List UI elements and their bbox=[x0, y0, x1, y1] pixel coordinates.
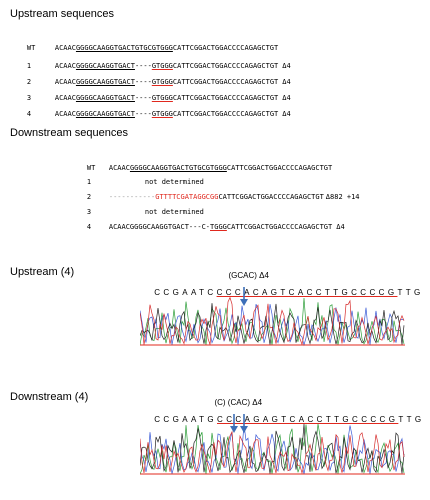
seq-deletion: ----------- bbox=[108, 193, 156, 201]
row-id: 3 bbox=[86, 208, 92, 216]
delta-label: Δ4 bbox=[259, 271, 269, 280]
seq-deletion: ---- bbox=[134, 94, 152, 102]
seq-pre: ACAAC bbox=[108, 164, 130, 172]
seq-post: CATTCGGACTGGACCCCAGAGCTGT bbox=[218, 193, 324, 201]
deletion-note: Δ4 bbox=[282, 94, 291, 102]
seq-pre: ACAAC bbox=[54, 62, 76, 70]
seq-target: GGGGCAAGGTGACTGTGCGTGGG bbox=[129, 164, 227, 172]
seq-pam: GTGGG bbox=[151, 62, 173, 70]
deletion-note: Δ4 bbox=[282, 78, 291, 86]
not-determined-text: not determined bbox=[144, 178, 204, 186]
row-id: WT bbox=[26, 44, 36, 52]
deleted-bases-b: (CAC) bbox=[227, 398, 251, 407]
delta-label: Δ4 bbox=[252, 398, 263, 407]
seq-target: GGGGCAAGGTGACT bbox=[75, 62, 135, 70]
bases-pre: CCGAATG bbox=[154, 415, 218, 424]
row-id: 2 bbox=[26, 78, 32, 86]
bases-target: CCCACAGTCACCTTGCCCCG bbox=[216, 288, 398, 297]
seq-post: CATTCGGACTGGACCCCAGAGCTGT bbox=[172, 110, 279, 118]
deletion-arrow-head bbox=[240, 426, 248, 433]
seq-insertion: GTTTTCGATAGGCGG bbox=[155, 193, 219, 201]
upstream-title: Upstream sequences bbox=[10, 8, 114, 20]
upstream-deletion-annotation bbox=[224, 262, 269, 280]
upstream-trace-label: Upstream (4) bbox=[10, 266, 75, 278]
bases-pre: CCGAATC bbox=[154, 288, 217, 297]
trace-line bbox=[140, 303, 404, 344]
downstream-deletion-annotation bbox=[210, 389, 262, 407]
deletion-note: Δ4 bbox=[282, 110, 291, 118]
downstream-trace-label: Downstream (4) bbox=[10, 391, 89, 403]
deletion-arrow-head bbox=[230, 426, 238, 433]
seq-post: CATTCGGACTGGACCCCAGAGCTGT bbox=[172, 44, 279, 52]
row-id: WT bbox=[86, 164, 96, 172]
seq-target: GGGGCAAGGTGACT bbox=[75, 94, 135, 102]
upstream-row-4 bbox=[10, 102, 291, 126]
seq-pam: TGGG bbox=[210, 223, 227, 231]
trace-line bbox=[140, 424, 404, 474]
seq-pam: GTGGG bbox=[151, 94, 173, 102]
seq-deletion: ---- bbox=[134, 62, 152, 70]
deletion-note: Δ4 bbox=[336, 223, 345, 231]
seq-deletion: ---- bbox=[134, 78, 152, 86]
row-id: 2 bbox=[86, 193, 92, 201]
row-id: 3 bbox=[26, 94, 32, 102]
downstream-row-4 bbox=[70, 215, 345, 239]
seq-pre: ACAAC bbox=[54, 78, 76, 86]
upstream-chromatogram bbox=[140, 287, 405, 349]
seq-pre: ACAAC bbox=[54, 44, 76, 52]
trace-line bbox=[140, 425, 404, 474]
deletion-note: Δ4 bbox=[282, 62, 291, 70]
not-determined-text: not determined bbox=[144, 208, 204, 216]
seq-post: CATTCGGACTGGACCCCAGAGCTGT bbox=[172, 62, 279, 70]
bases-post: TTG bbox=[398, 415, 425, 424]
bases-target: CCCAGAGTCACCTTGCCCCG bbox=[217, 415, 399, 424]
downstream-chromatogram bbox=[140, 414, 405, 478]
seq-post: CATTCGGACTGGACCCCAGAGCTGT bbox=[172, 94, 279, 102]
row-id: 1 bbox=[26, 62, 32, 70]
row-id: 4 bbox=[86, 223, 92, 231]
seq-post: CATTCGGACTGGACCCCAGAGCTGT bbox=[226, 164, 333, 172]
seq-pam: GTGGG bbox=[151, 110, 173, 118]
downstream-title: Downstream sequences bbox=[10, 127, 129, 139]
row-id: 4 bbox=[26, 110, 32, 118]
trace-line bbox=[140, 424, 404, 474]
seq-post: CATTCGGACTGGACCCCAGAGCTGT bbox=[226, 223, 333, 231]
deletion-arrow-head bbox=[240, 299, 248, 306]
deletion-note: Δ882 +14 bbox=[325, 193, 360, 201]
seq-pre: ACAAC bbox=[54, 110, 76, 118]
deleted-base-a: (C) bbox=[214, 398, 226, 407]
trace-line bbox=[140, 432, 404, 473]
bases-post: TTG bbox=[397, 288, 424, 297]
deleted-bases: (GCAC) bbox=[228, 271, 257, 280]
seq-target: GGGGCAAGGTGACTGTGCGTGGG bbox=[75, 44, 173, 52]
seq-target: GGGGCAAGGTGACT bbox=[75, 78, 135, 86]
seq-target: GGGGCAAGGTGACT bbox=[75, 110, 135, 118]
seq-pre: ACAAC bbox=[54, 94, 76, 102]
seq-post: CATTCGGACTGGACCCCAGAGCTGT bbox=[172, 78, 279, 86]
seq-deletion: ---- bbox=[134, 110, 152, 118]
row-id: 1 bbox=[86, 178, 92, 186]
seq-pam: GTGGG bbox=[151, 78, 173, 86]
seq-pre: ACAACGGGGCAAGGTGACT---C- bbox=[108, 223, 211, 231]
